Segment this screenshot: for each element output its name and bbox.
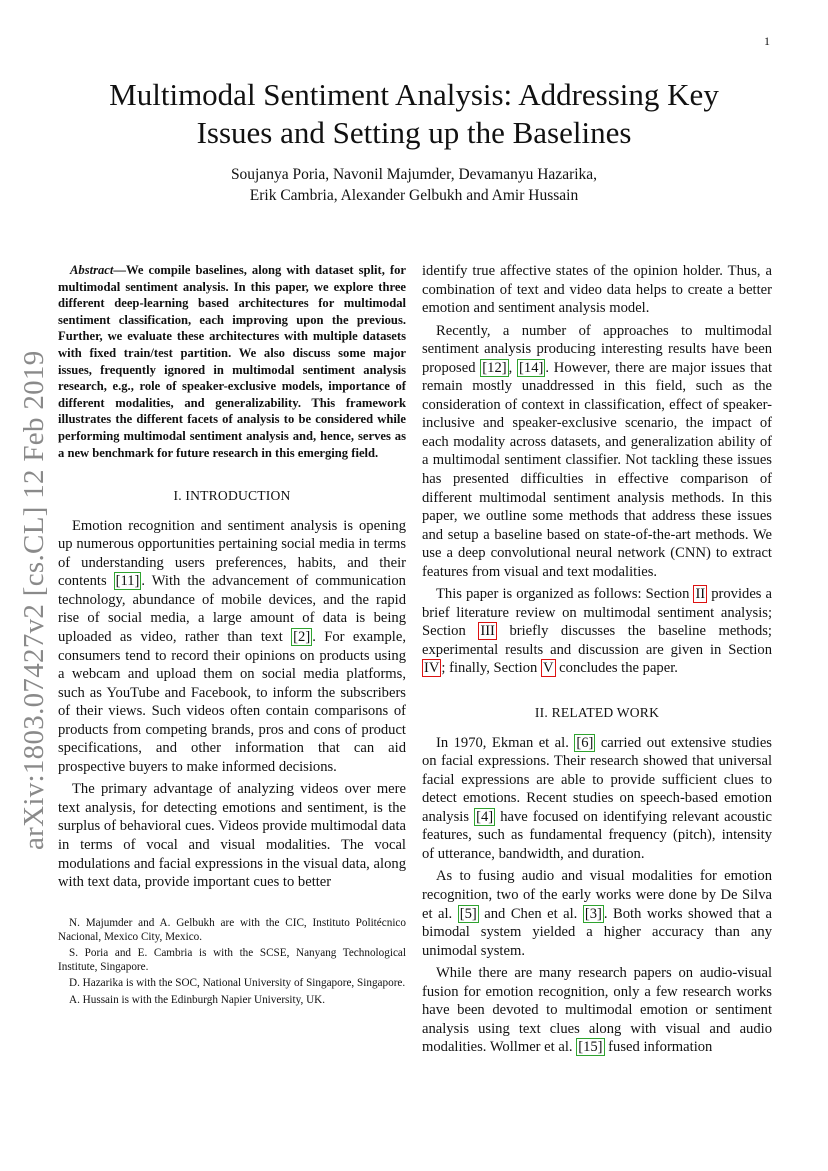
section-title-first-letter: R	[551, 705, 561, 721]
section-link[interactable]: III	[480, 623, 495, 640]
section-link[interactable]: V	[542, 660, 554, 677]
footnote: D. Hazarika is with the SOC, National University of Singapore, Singapore.	[69, 977, 406, 990]
section-title-rest: ORK	[629, 705, 660, 721]
arxiv-stamp: arXiv:1803.07427v2 [cs.CL] 12 Feb 2019	[18, 350, 50, 850]
citation-link[interactable]: [5]	[459, 905, 477, 922]
abstract	[58, 262, 406, 461]
text-run: Emotion recognition and sentiment analysis is opening up numerous opportunities pertaining social media in terms of understanding users preferences, habits, and their contents	[58, 517, 406, 590]
section-title-rest: ELATED	[560, 705, 614, 721]
related-paragraph-2	[422, 867, 772, 960]
text-run: As to fusing audio and visual modalities for emotion recognition, two of the early works were done by De Silva et al.	[422, 868, 772, 922]
footnote: S. Poria and E. Cambria is with the SCSE, Nanyang Technological Institute, Singapore.	[58, 947, 406, 974]
section-link[interactable]: II	[695, 586, 706, 603]
intro-paragraph-3	[422, 322, 772, 582]
text-run: . For example, consumers tend to record their opinions on products using a webcam and upload them on social media platforms, such as YouTube and Facebook, to inform the subscribers of their views. Such videos often contain comparisons of products from competing brands, pros and cons of product specifications, and other information that can aid prospective buyers to make informed decisions.	[58, 628, 406, 775]
section-heading-related-work	[422, 704, 772, 723]
related-paragraph-1	[422, 734, 772, 864]
section-number: II.	[534, 705, 548, 721]
citation-link[interactable]: [15]	[578, 1039, 603, 1056]
section-title-first-letter: I	[185, 488, 191, 504]
footnotes	[58, 916, 406, 1007]
section-heading-introduction	[58, 487, 406, 506]
abstract-label: Abstract	[70, 263, 114, 277]
text-run: briefly discusses the baseline methods; experimental results and discussion are given in Section	[422, 623, 772, 658]
section-link[interactable]: IV	[424, 660, 440, 677]
left-column	[58, 262, 406, 1009]
text-run: While there are many research papers on audio-visual fusion for emotion recognition, only a few research works have been devoted to multimodal emotion or sentiment analysis using text clues along with visual and audio modalities. Wollmer et al.	[422, 965, 772, 1056]
text-run: Recently, a number of approaches to multimodal sentiment analysis producing interesting results have been proposed	[422, 322, 772, 376]
authors-line-1: Soujanya Poria, Navonil Majumder, Devamanyu Hazarika,	[230, 166, 598, 183]
text-run: . However, there are major issues that remain mostly unaddressed in this field, such as the consideration of context in classification, effect of speaker-inclusive and speaker-exclusive scenario, the impact of each modality across datasets, and generalization ability of a multimodal sentiment classifier. Not tackling these issues has presented difficulties in effective comparison of different multimodal sentiment analysis methods. In this paper, we outline some methods that address these issues and setup a baseline based on state-of-the-art methods. We use a deep convolutional neural network (CNN) to extract features from visual and text modalities.	[422, 359, 772, 580]
text-run: . Both works showed that a bimodal system yielded a higher accuracy than any unimodal system.	[422, 905, 772, 959]
intro-paragraph-4	[422, 585, 772, 678]
text-run: ,	[508, 359, 518, 376]
citation-link[interactable]: [4]	[476, 808, 494, 825]
paper-header	[0, 76, 828, 206]
citation-link[interactable]: [6]	[576, 734, 594, 751]
citation-link[interactable]: [11]	[115, 573, 140, 590]
text-run: . With the advancement of communication technology, abundance of mobile devices, and the rapid rise of social media, a large amount of data is being uploaded as video, rather than text	[58, 573, 406, 645]
intro-paragraph-1	[58, 517, 406, 777]
text-run: concludes the paper.	[555, 660, 678, 677]
text-run: fused information	[604, 1039, 713, 1056]
text-run: have focused on identifying relevant acoustic features, such as fundamental frequency (pitch), intensity of utterance, bandwidth, and duration.	[422, 808, 772, 862]
text-run: ; finally, Section	[441, 660, 541, 677]
footnote: N. Majumder and A. Gelbukh are with the CIC, Instituto Politécnico Nacional, Mexico City, Mexico.	[58, 916, 406, 943]
text-run: provides a brief literature review on multimodal sentiment analysis; Section	[422, 586, 772, 640]
section-title-first-letter: W	[616, 705, 630, 721]
text-run: carried out extensive studies on facial expressions. Their research showed that universal facial expressions are able to provide sufficient clues to detect emotions. Recent studies on speech-based emotion analysis	[422, 734, 772, 825]
page-number: 1	[764, 34, 770, 48]
citation-link[interactable]: [12]	[482, 359, 507, 376]
citation-link[interactable]: [2]	[293, 628, 311, 645]
text-run: This paper is organized as follows: Section	[436, 586, 694, 603]
authors-line-2: Erik Cambria, Alexander Gelbukh and Amir Hussain	[249, 187, 579, 204]
section-title-rest: NTRODUCTION	[190, 488, 291, 504]
intro-paragraph-2-continued: identify true affective states of the opinion holder. Thus, a combination of text and video data helps to create a better emotion and sentiment analysis model.	[422, 263, 772, 317]
text-run: and Chen et al.	[478, 905, 583, 922]
author-list	[0, 164, 828, 206]
section-number: I.	[173, 488, 182, 504]
related-paragraph-3	[422, 964, 772, 1057]
intro-paragraph-2: The primary advantage of analyzing videos over mere text analysis, for detecting emotions and sentiment, is the surplus of behavioral cues. Videos provide multimodal data in terms of vocal and visual modalities. The vocal modulations and facial expressions in the visual data, along with text data, provide important cues to better	[58, 781, 406, 891]
paper-title	[0, 76, 828, 152]
abstract-text: —We compile baselines, along with dataset split, for multimodal sentiment analysis. In this paper, we explore three different deep-learning based architectures for multimodal sentiment classification, each improving upon the previous. Further, we evaluate these architectures with multiple datasets with fixed train/test partition. We also discuss some major issues, frequently ignored in multimodal sentiment analysis research, e.g., role of speaker-exclusive models, importance of different modalities, and generalizability. This framework illustrates the different facets of analysis to be considered while performing multimodal sentiment analysis and, hence, serves as a new benchmark for future research in this emerging field.	[58, 263, 406, 460]
citation-link[interactable]: [14]	[519, 359, 544, 376]
citation-link[interactable]: [3]	[584, 905, 602, 922]
title-line-1: Multimodal Sentiment Analysis: Addressing Key	[109, 77, 719, 112]
title-line-2: Issues and Setting up the Baselines	[196, 115, 632, 150]
footnote: A. Hussain is with the Edinburgh Napier University, UK.	[69, 993, 326, 1006]
right-column	[422, 262, 772, 1061]
text-run: In 1970, Ekman et al.	[436, 734, 575, 751]
